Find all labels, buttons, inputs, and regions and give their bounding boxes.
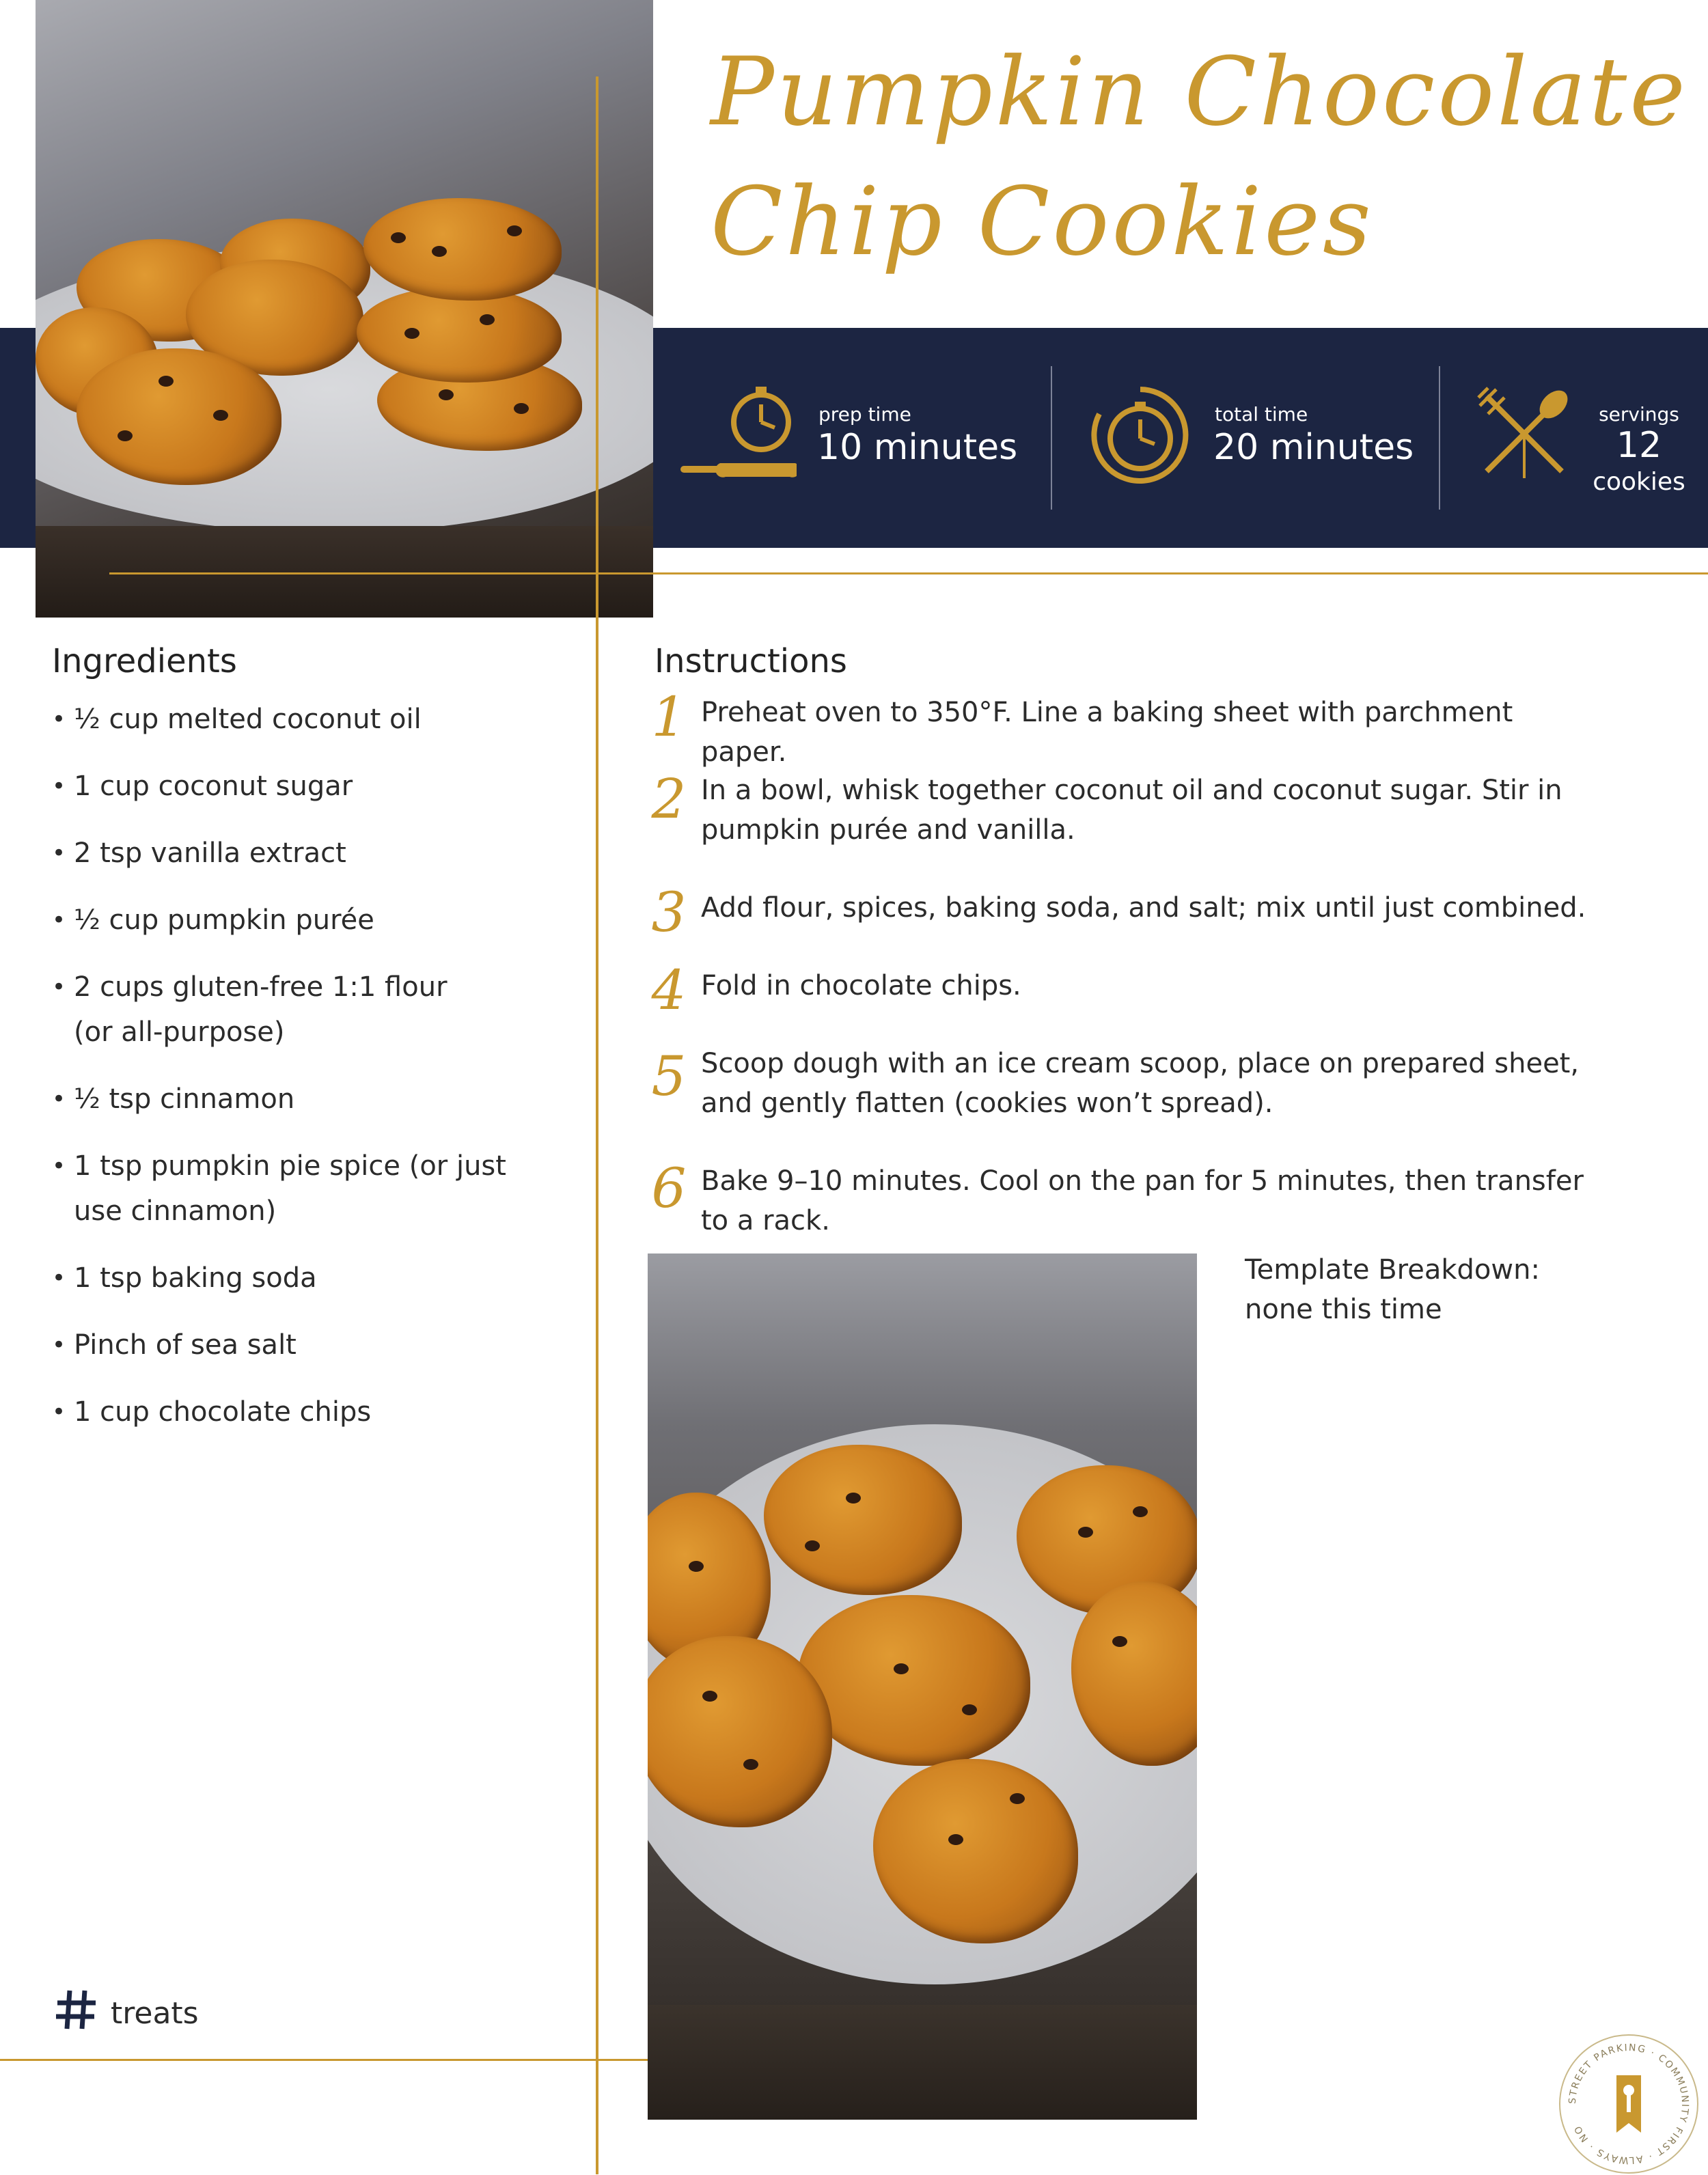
template-note [1245, 1250, 1600, 1329]
note-line-1: Template Breakdown: [1245, 1254, 1540, 1286]
ingredients-list [52, 697, 530, 1456]
step-text: Fold in chocolate chips. [701, 970, 1021, 1001]
info-band [653, 328, 1708, 548]
ingredient-item: • ½ cup melted coconut oil [52, 697, 530, 742]
cookies-stack-photo [36, 0, 653, 618]
recipe-title [711, 27, 1688, 287]
ingredient-item: • 2 cups gluten-free 1:1 flour (or all-purpose) [52, 965, 456, 1055]
treats-label: treats [111, 1996, 199, 2031]
step-number: 1 [651, 685, 687, 749]
instructions-heading: Instructions [655, 642, 847, 680]
fork-spoon-icon [1473, 383, 1575, 485]
badge-text: STREET PARKING · COMMUNITY FIRST · ALWAYS · NO [1567, 2042, 1691, 2166]
step-number: 5 [651, 1044, 687, 1108]
servings-unit: cookies [1593, 468, 1685, 496]
ingredients-heading: Ingredients [52, 642, 237, 680]
treats-tag [55, 1988, 199, 2039]
ingredient-item: • ½ cup pumpkin purée [52, 898, 530, 943]
stopwatch-pan-icon [680, 383, 797, 485]
ingredient-item: • 1 cup coconut sugar [52, 764, 530, 809]
info-band-left [0, 328, 36, 548]
band-divider [1051, 366, 1052, 510]
step-number: 4 [651, 958, 687, 1022]
prep-time-label: prep time [818, 403, 911, 426]
servings-value: 12 [1616, 425, 1662, 466]
step-text: Add flour, spices, baking soda, and salt; mix until just combined. [701, 892, 1586, 924]
total-time-label: total time [1215, 403, 1308, 426]
ingredient-item: • ½ tsp cinnamon [52, 1077, 530, 1122]
step-text: Preheat oven to 350°F. Line a baking sheet with parchment paper. [701, 697, 1513, 768]
ingredient-item: • 1 tsp baking soda [52, 1256, 530, 1301]
ingredient-item: • 2 tsp vanilla extract [52, 831, 530, 876]
note-line-2: none this time [1245, 1294, 1442, 1325]
ingredient-item: • 1 tsp pumpkin pie spice (or just use cinnamon) [52, 1144, 525, 1234]
hashtag-icon [55, 1988, 98, 2039]
ingredient-item: • Pinch of sea salt [52, 1322, 530, 1368]
timer-icon [1089, 384, 1192, 486]
step-number: 2 [651, 767, 687, 831]
street-parking-badge [1559, 2034, 1698, 2174]
badge-ring [1560, 2036, 1697, 2172]
prep-time-value: 10 minutes [817, 427, 1018, 468]
step-number: 3 [651, 881, 687, 944]
band-divider [1439, 366, 1440, 510]
step-text: Scoop dough with an ice cream scoop, place on prepared sheet, and gently flatten (cookies won’t spread). [701, 1048, 1580, 1119]
gold-horizontal-rule [109, 572, 1708, 574]
ingredient-item: • 1 cup chocolate chips [52, 1389, 530, 1435]
total-time-value: 20 minutes [1213, 427, 1414, 468]
step-number: 6 [651, 1156, 687, 1220]
cookies-plate-photo [648, 1253, 1197, 2120]
gold-vertical-rule [596, 77, 598, 2174]
title-line-2: Chip Cookies [711, 167, 1374, 277]
step-text: In a bowl, whisk together coconut oil and coconut sugar. Stir in pumpkin purée and vanilla. [701, 775, 1562, 846]
title-line-1: Pumpkin Chocolate [711, 37, 1688, 147]
step-text: Bake 9–10 minutes. Cool on the pan for 5 minutes, then transfer to a rack. [701, 1165, 1584, 1236]
servings-label: servings [1599, 403, 1679, 426]
